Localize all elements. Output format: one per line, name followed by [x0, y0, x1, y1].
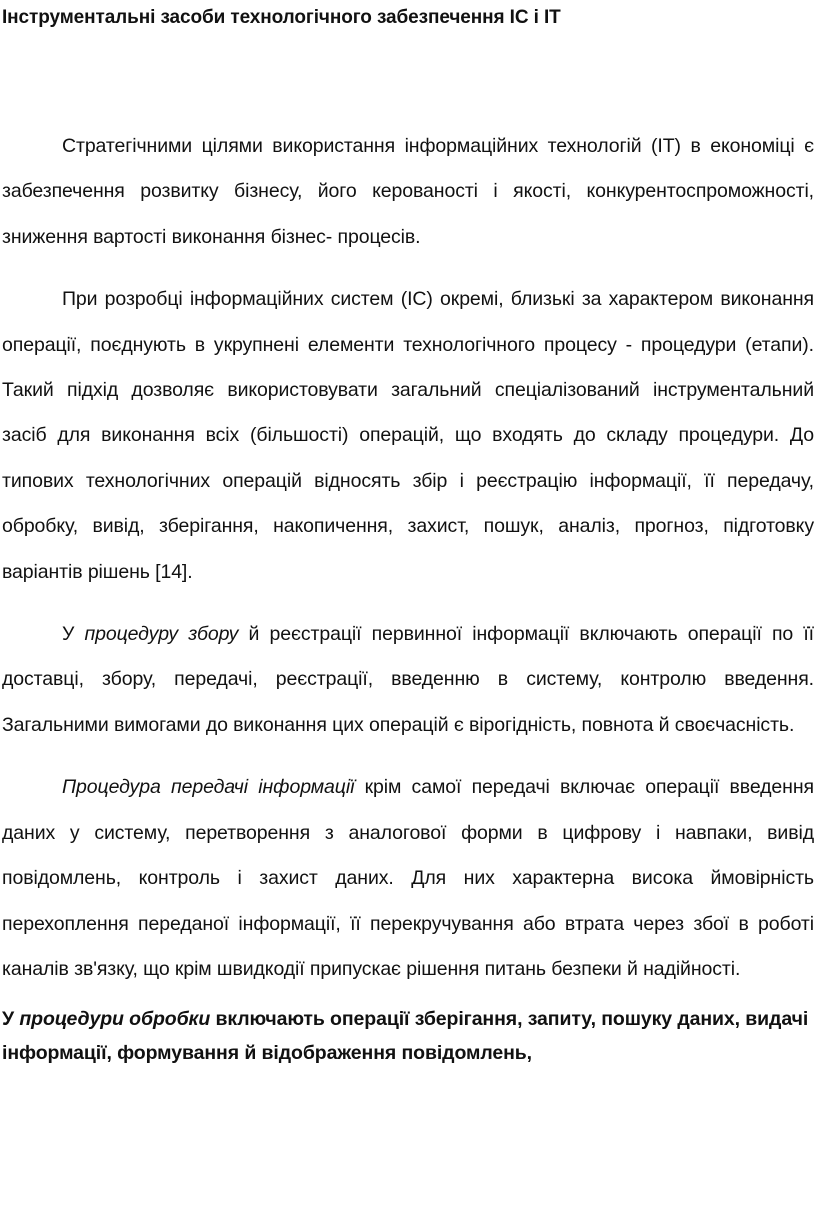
paragraph-collection-procedure [2, 612, 814, 748]
emphasis-term: процедуру збору [84, 623, 239, 646]
emphasis-term: процедури обробки [19, 1008, 211, 1031]
paragraph-body: й реєстрації первинної інформації включають операції по її доставці, збору, передачі, реєстрації, введенню в систему, контролю введення. Загальними вимогами до виконання цих операцій є вірогідність, повнота й своєчасність. [2, 623, 814, 736]
paragraph-prefix: У [62, 623, 85, 646]
paragraph-body: крім самої передачі включає операції введення даних у систему, перетворення з аналогової форми в цифрову і навпаки, вивід повідомлень, контроль і захист даних. Для них характерна висока ймовірність перехоплення переданої інформації, її перекручування або втрата через збої в роботі каналів зв'язку, що крім швидкодії припускає рішення питань безпеки й надійності. [2, 776, 814, 980]
paragraph-body: включають операції зберігання, запиту, пошуку даних, видачі інформації, формування й відображення повідомлень, [2, 1008, 809, 1065]
paragraph-procedures: При розробці інформаційних систем (ІС) окремі, близькі за характером виконання операції, поєднують в укрупнені елементи технологічного процесу - процедури (етапи). Такий підхід дозволяє використовувати загальний спеціалізований інструментальний засіб для виконання всіх (більшості) операцій, що входять до складу процедури. До типових технологічних операцій відносять збір і реєстрацію інформації, її передачу, обробку, вивід, зберігання, накопичення, захист, пошук, аналіз, прогноз, підготовку варіантів рішень [14]. [2, 288, 814, 583]
paragraph-prefix: У [2, 1008, 20, 1031]
emphasis-term: Процедура передачі інформації [62, 776, 355, 799]
paragraph-transfer-procedure [2, 765, 814, 992]
paragraph-strategic-goals: Стратегічними цілями використання інформаційних технологій (ІТ) в економіці є забезпечення розвитку бізнесу, його керованості і якості, конкурентоспроможності, зниження вартості виконання бізнес- процесів. [2, 135, 814, 248]
paragraph-processing-procedure [2, 1002, 814, 1070]
document-title: Інструментальні засоби технологічного забезпечення ІС і ІТ [2, 7, 561, 28]
